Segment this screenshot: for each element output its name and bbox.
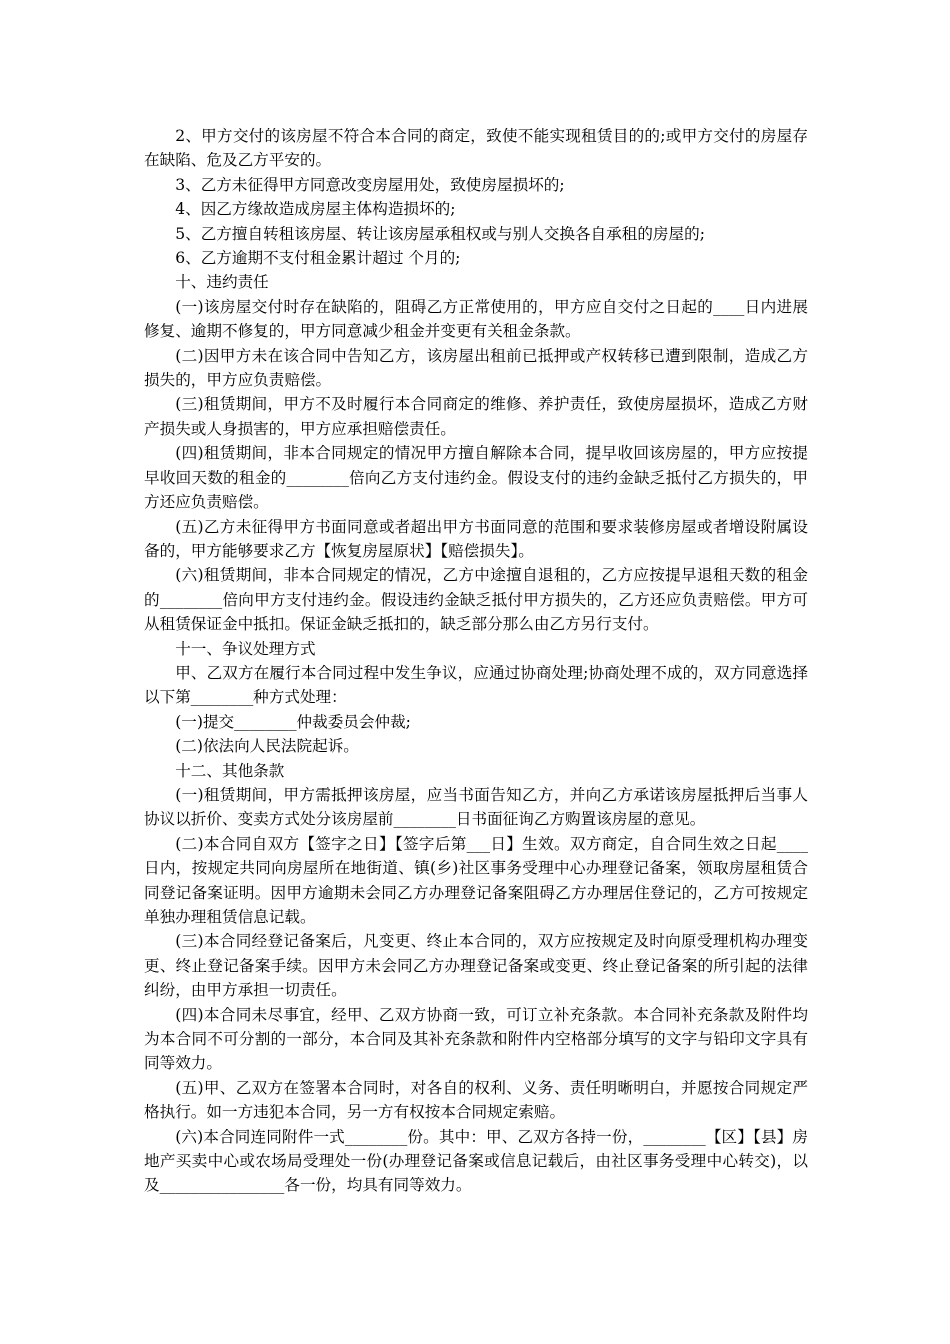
clause-12-6: (六)本合同连同附件一式________份。其中：甲、乙双方各持一份，________【区】【县】房地产买卖中心或农场局受理处一份(办理登记备案或信息记载后，由社区事务受理中心转交)，以及________________各一份，均具有同等效力。 [144,1127,808,1195]
clause-11-intro: 甲、乙双方在履行本合同过程中发生争议，应通过协商处理;协商处理不成的，双方同意选择以下第________种方式处理： [144,663,808,707]
clause-9-5: 5、乙方擅自转租该房屋、转让该房屋承租权或与别人交换各自承租的房屋的; [175,224,705,243]
clause-12-3: (三)本合同经登记备案后，凡变更、终止本合同的，双方应按规定及时向原受理机构办理变更、终止登记备案手续。因甲方未会同乙方办理登记备案或变更、终止登记备案的所引起的法律纠纷，由甲方承担一切责任。 [144,932,808,1000]
section-heading-12: 十二、其他条款 [175,761,285,780]
clause-10-4: (四)租赁期间，非本合同规定的情况甲方擅自解除本合同，提早收回该房屋的，甲方应按提早收回天数的租金的________倍向乙方支付违约金。假设支付的违约金缺乏抵付乙方损失的，甲方还应负责赔偿。 [144,444,808,512]
clause-12-5: (五)甲、乙双方在签署本合同时，对各自的权利、义务、责任明晰明白，并愿按合同规定严格执行。如一方违犯本合同，另一方有权按本合同规定索赔。 [144,1078,808,1122]
clause-10-2: (二)因甲方未在该合同中告知乙方，该房屋出租前已抵押或产权转移已遭到限制，造成乙方损失的，甲方应负责赔偿。 [144,346,808,390]
clause-9-2: 2、甲方交付的该房屋不符合本合同的商定，致使不能实现租赁目的的;或甲方交付的房屋存在缺陷、危及乙方平安的。 [144,127,808,170]
contract-document [144,124,808,1198]
clause-12-2: (二)本合同自双方【签字之日】【签字后第___日】生效。双方商定，自合同生效之日起____日内，按规定共同向房屋所在地街道、镇(乡)社区事务受理中心办理登记备案，领取房屋租赁合同登记备案证明。因甲方逾期未会同乙方办理登记备案阻碍乙方办理居住登记的，乙方可按规定单独办理租赁信息记载。 [144,834,808,926]
clause-9-3: 3、乙方未征得甲方同意改变房屋用处，致使房屋损坏的; [175,175,565,194]
clause-9-4: 4、因乙方缘故造成房屋主体构造损坏的; [175,200,456,219]
clause-10-1: (一)该房屋交付时存在缺陷的，阻碍乙方正常使用的，甲方应自交付之日起的____日内进展修复、逾期不修复的，甲方同意减少租金并变更有关租金条款。 [144,297,808,341]
clause-11-2: (二)依法向人民法院起诉。 [175,737,359,756]
section-heading-11: 十一、争议处理方式 [175,639,316,658]
section-heading-10: 十、违约责任 [175,273,269,292]
clause-10-6: (六)租赁期间，非本合同规定的情况，乙方中途擅自退租的，乙方应按提早退租天数的租金的________倍向甲方支付违约金。假设违约金缺乏抵付甲方损失的，乙方还应负责赔偿。甲方可从租赁保证金中抵扣。保证金缺乏抵扣的，缺乏部分那么由乙方另行支付。 [144,566,808,634]
clause-12-4: (四)本合同未尽事宜，经甲、乙双方协商一致，可订立补充条款。本合同补充条款及附件均为本合同不可分割的一部分，本合同及其补充条款和附件内空格部分填写的文字与铅印文字具有同等效力。 [144,1005,808,1073]
clause-10-3: (三)租赁期间，甲方不及时履行本合同商定的维修、养护责任，致使房屋损坏，造成乙方财产损失或人身损害的，甲方应承担赔偿责任。 [144,395,808,438]
clause-10-5: (五)乙方未征得甲方书面同意或者超出甲方书面同意的范围和要求装修房屋或者增设附属设备的，甲方能够要求乙方【恢复房屋原状】【赔偿损失】。 [144,517,808,560]
clause-9-6: 6、乙方逾期不支付租金累计超过 个月的; [175,249,461,268]
clause-12-1: (一)租赁期间，甲方需抵押该房屋，应当书面告知乙方，并向乙方承诺该房屋抵押后当事人协议以折价、变卖方式处分该房屋前________日书面征询乙方购置该房屋的意见。 [144,785,808,829]
clause-11-1: (一)提交________仲裁委员会仲裁; [175,712,411,731]
